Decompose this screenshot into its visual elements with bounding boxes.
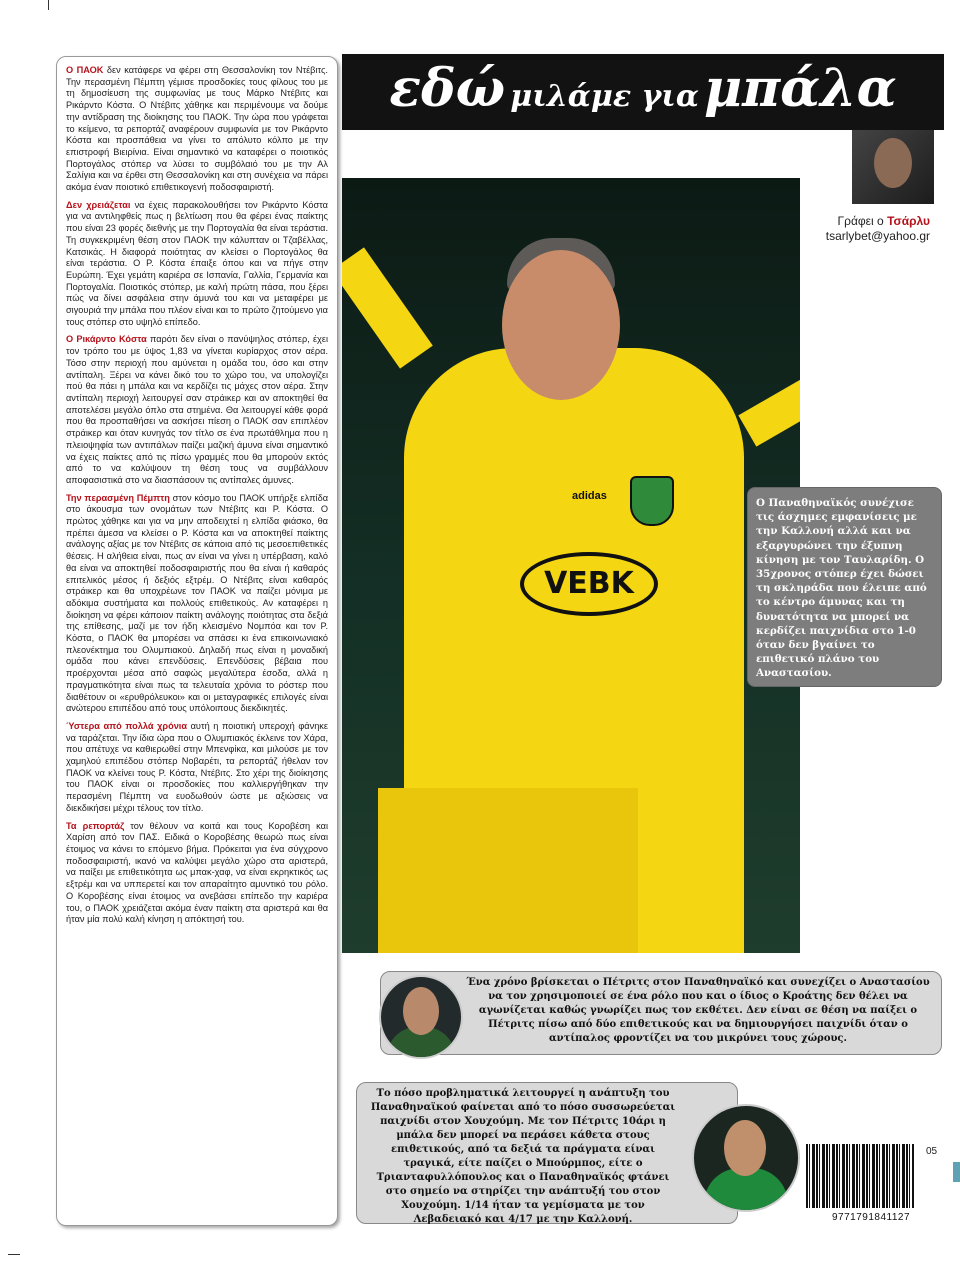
paragraph-lead: Δεν χρειάζεται — [66, 199, 131, 210]
article-paragraph — [66, 334, 328, 486]
paragraph-body: τον θέλουν να κοιτά και τους Κοροβέση και Χαρίση από τον ΠΑΣ. Ειδικά ο Κοροβέσης θεωρώ πως είναι έτοιμος να κάνει το επόμενο βήμα. Πρόκειται για ένα σύγχρονο ποδοσφαιριστή, ικανό να καλύψει μεγάλο χώρο στα αριστερά, να παίξει με επιθετικότητα ως μπακ-χαφ, να είναι εκρηκτικός ως εξτρέμ και να υππερετεί και τον απαραίτητο αμυντικό του ρόλο. Ο Κοροβέσης είναι έτοιμος να ανεβάσει επίπεδο την καριέρα του, ο ΠΑΟΚ χρειάζεται ακόμα έναν παίκτη στα αριστερά και θα ήταν μία πολύ καλή κίνηση η απόκτησή του. — [66, 820, 328, 925]
callout-text: Ο Παναθηναϊκός συνέχισε τις άσχημες εμφανίσεις με την Καλλονή αλλά και να εξαργυρώνει την έξυπνη κίνηση με τον Ταυλαρίδη. Ο 35χρονος στόπερ έχει δώσει τη σκληράδα που έλειπε από το κέντρο άμυνας και τη δυνατότητα να μπορεί να κερδίζει παιχνίδια στο 1-0 όταν δεν βγαίνει το επιθετικό πλάνο του Αναστασίου. — [756, 497, 927, 680]
article-paragraph — [66, 821, 328, 926]
sidebar-text: Ένα χρόνο βρίσκεται ο Πέτριτς στον Παναθηναϊκό και συνεχίζει ο Αναστασίου να τον χρησιμοποιεί σε ένα ρόλο που και ο ίδιος ο Κροάτης δεν θέλει να αγωνίζεται καθώς γνωρίζει πως τον εκθέτει. Δεν είναι σε θέση να παίξει ο Πέτριτς πίσω από δύο επιθετικούς και να δημιουργήσει παιχνίδι όταν ο αντίπαλος φροντίζει να του μικρύνει τους χώρους. — [466, 977, 930, 1044]
paragraph-body: να έχεις παρακολουθήσει τον Ρικάρντο Κόστα για να αντιληφθείς πως η βελτίωση που θα φέρει ένας παίκτης που είναι 23 φορές διεθνής με την Πορτογαλία θα είναι τεράστια. Τη συγκεκριμένη θέση στον ΠΑΟΚ την κάλυπταν οι Τζαβέλλας, Κατσικάς. Η διαφορά ποιότητας αν κλείσει ο Πορτογάλος θα είναι τεράστια. Ο Ρ. Κόστα έπαιξε όπου και να πήγε στην Ευρώπη. Έχει γεμάτη καριέρα σε Ισπανία, Γαλλία, Γερμανία και Πορτογαλία. Ποιοτικός στόπερ, με καλή πρώτη πάσα, που ξέρει πώς να δίνει ασφάλεια στην άμυνά του και να μεταφέρει με σιγουριά την μπάλα που πλέον είναι και το πρώτο ζητούμενο για τους στόπερ στο υψηλό επίπεδο. — [66, 199, 328, 327]
article-paragraph — [66, 200, 328, 329]
paragraph-body: δεν κατάφερε να φέρει στη Θεσσαλονίκη τον Ντέβιτς. Την περασμένη Πέμπτη γέμισε προσδοκίες τους φίλους του με τη δημοσίευση της συμφωνίας με τους Μάρκο Ντέβιτς και Ρικάρντο Κόστα. Ο Ντέβιτς χάθηκε και περιμένουμε να δούμε την αντίδραση της διοίκησης του ΠΑΟΚ. Την ώρα που γράφεται το κείμενο, τα ρεπορτάζ αναφέρουν συμφωνία με τον Ρικάρντο Κόστα και προσπάθεια να γίνει το απόλυτο κόλπο με την επιστροφή Βιειρίνια. Είναι σημαντικό να καταφέρει ο ποιοτικός Πορτογάλος στόπερ να λύσει το συμβόλαιό του με την Αλ Σαλίγια και να έρθει στη Θεσσαλονίκη και στη συνέχεια να πάρει ακόμα έναν ποιοτικό επιθετικογενή ποδοσφαιριστή. — [66, 65, 328, 193]
player-avatar — [692, 1104, 800, 1212]
edge-tab — [953, 1162, 960, 1182]
sidebar-box-houhoumis — [356, 1082, 738, 1224]
article-paragraph — [66, 493, 328, 715]
paragraph-body: στον κόσμο του ΠΑΟΚ υπήρξε ελπίδα στο άκουσμα των ονομάτων των Ντέβιτς και Ρ. Κόστα. Ο πρώτος χάθηκε και για να μην αποδειχτεί η ελπίδα φιάσκο, θα πρέπει άμεσα να κλείσει ο Ρ. Κόστα και να αποκτηθεί παίκτης ανάλογης αξίας με τον Ντέβιτς σε κάποια από τις μεσοεπιθετικές θέσεις. Η αλήθεια είναι, πως αν είναι να γίνει η υπέρβαση, καλό θα είναι να αποκτηθεί ποδοσφαιριστής που θα είναι ή καθαρός επιτελικός μέσος ή δεξιός εξτρέμ. Ο Ντέβιτς είναι καθαρός στράικερ και θα υποχρέωνε τον ΠΑΟΚ να παίζει μόνιμα με αδόκιμα συστήματα και πολλούς επιθετικούς. Αν καταφέρει η διοίκηση να φέρει κάποιον παίκτη ανάλογης ποιότητας στα δεξιά της επίθεσης, μαζί με τον ήδη κλεισμένο Νομπόα και τον Ρ. Κόστα, ο ΠΑΟΚ θα μπορέσει να σπάσει κι ένα επικοινωνιακό πλεονέκτημα του Ολυμπιακού. Δηλαδή πως είναι η μοναδική ομάδα που κάνει επενδύσεις. Επενδύσεις βέβαια που προέρχονται μέσα από σαφώς μεγαλύτερα έσοδα, αλλά η πραγματικότητα είναι πως τα τελευταία χρόνια το ρόστερ που διαθέτουν οι «ερυθρόλευκοι» και οι μεταγραφικές επιλογές είναι ανώτερου επιπέδου από τους υπόλοιπους διεκδικητές. — [66, 492, 329, 714]
author-email: tsarlybet@yahoo.gr — [825, 229, 930, 243]
author-name: Τσάρλυ — [887, 214, 930, 228]
author-photo — [852, 130, 934, 204]
sidebar-text: Το πόσο προβληματικά λειτουργεί η ανάπτυξη του Παναθηναϊκού φαίνεται από το πόσο συσσωρεύεται παιχνίδι στον Χουχούμη. Με τον Πέτριτς 10άρι η μπάλα δεν μπορεί να περάσει κάθετα στους επιθετικούς, από τα δεξιά τα πράγματα είναι τραγικά, είτε παίζει ο Μπούρμπος, είτε ο Τριανταφυλλόπουλος και ο Παναθηναϊκός φτάνει στο σημείο να στηρίζει την ανάπτυξή του στον Χουχούμη. 1/14 ήταν τα γεμίσματα με τον Λεβαδειακό και 4/17 με την Καλλονή. — [370, 1088, 676, 1225]
kit-brand-logo: adidas — [572, 490, 607, 502]
barcode-number: 9771791841127 — [832, 1212, 911, 1223]
paragraph-body: αυτή η ποιοτική υπεροχή φάνηκε να ταράζεται. Την ίδια ώρα που ο Ολυμπιακός έκλεινε τον Χάρα, που απέτυχε να καθιερωθεί στην Μπενφίκα, και μιλούσε με τον χαμηλού επιπέδου στόπερ Νοβαρέτι, τα ρεπορτάζ ήθελαν τον ΠΑΟΚ να κλείνει τους Ρ. Κόστα, Ντέβιτς. Στο χέρι της διοίκησης του ΠΑΟΚ είναι οι προσδοκίες που καλλιεργήθηκαν την περασμένη Πέμπτη να ευοδωθούν ώστε με αξιώσεις να διεκδικήσει μέχρι τέλους τον τίτλο. — [66, 720, 328, 813]
paragraph-lead: Ο Ρικάρντο Κόστα — [66, 334, 147, 345]
title-word: εδώ — [389, 58, 506, 119]
sidebar-box-petric — [380, 971, 942, 1055]
crop-mark-bottom — [8, 1254, 20, 1255]
paragraph-lead: Τα ρεπορτάζ — [66, 820, 125, 831]
shirt-sponsor-logo: VEBK — [520, 552, 658, 616]
barcode — [806, 1144, 914, 1208]
paragraph-lead: Την περασμένη Πέμπτη — [66, 492, 170, 503]
article-column — [56, 56, 338, 1226]
paragraph-lead: Ο ΠΑΟΚ — [66, 65, 104, 75]
author-byline — [826, 214, 930, 244]
paragraph-lead: Ύστερα από πολλά χρόνια — [66, 720, 188, 731]
byline-prefix: Γράφει ο — [837, 214, 884, 228]
title-word: μπάλα — [704, 58, 897, 119]
title-word: μιλάμε για — [510, 79, 699, 114]
column-title — [342, 58, 944, 119]
player-photo — [342, 178, 800, 953]
article-paragraph — [66, 721, 328, 815]
page-number: 05 — [926, 1146, 938, 1157]
paragraph-body: παρότι δεν είναι ο πανύψηλος στόπερ, έχει τον τρόπο του με ύψος 1,83 να γίνεται κυρίαρχος στον αέρα. Τόσο στην περιοχή που αμύνεται η ομάδα του, όσο και στην αντίπαλη. Ξέρει να κάνει δικό του το χώρο του, να υπολογίζει πού θα πάει η μπάλα και να κερδίζει τις μάχες στον αέρα. Στην αντίπαλη περιοχή λειτουργεί σαν στράικερ και αν αποκτηθεί θα αποτελέσει μεγάλο όπλο στα στημένα. Θα λειτουργεί κάθε φορά που θα προσπαθήσει να ασκήσει πίεση ο ΠΑΟΚ σαν επιπλέον στράικερ και όταν κυνηγάς τον τίτλο σε ένα πρωτάθλημα που η πλειοψηφία των αντιπάλων παίζει μαζική άμυνα είναι σημαντικό να έχεις παίκτες από τις πίσω γραμμές που θα μπορούν εκτός από το να καλύψουν τη θέση τους να συμβάλλουν αποφασιστικά στο να διασπάσουν τις αντίπαλες άμυνες. — [66, 334, 328, 485]
player-avatar — [379, 975, 463, 1059]
callout-box — [747, 487, 942, 687]
club-crest-icon — [630, 476, 674, 526]
article-paragraph — [66, 65, 328, 194]
crop-mark-top — [48, 0, 49, 10]
column-header — [342, 54, 944, 130]
